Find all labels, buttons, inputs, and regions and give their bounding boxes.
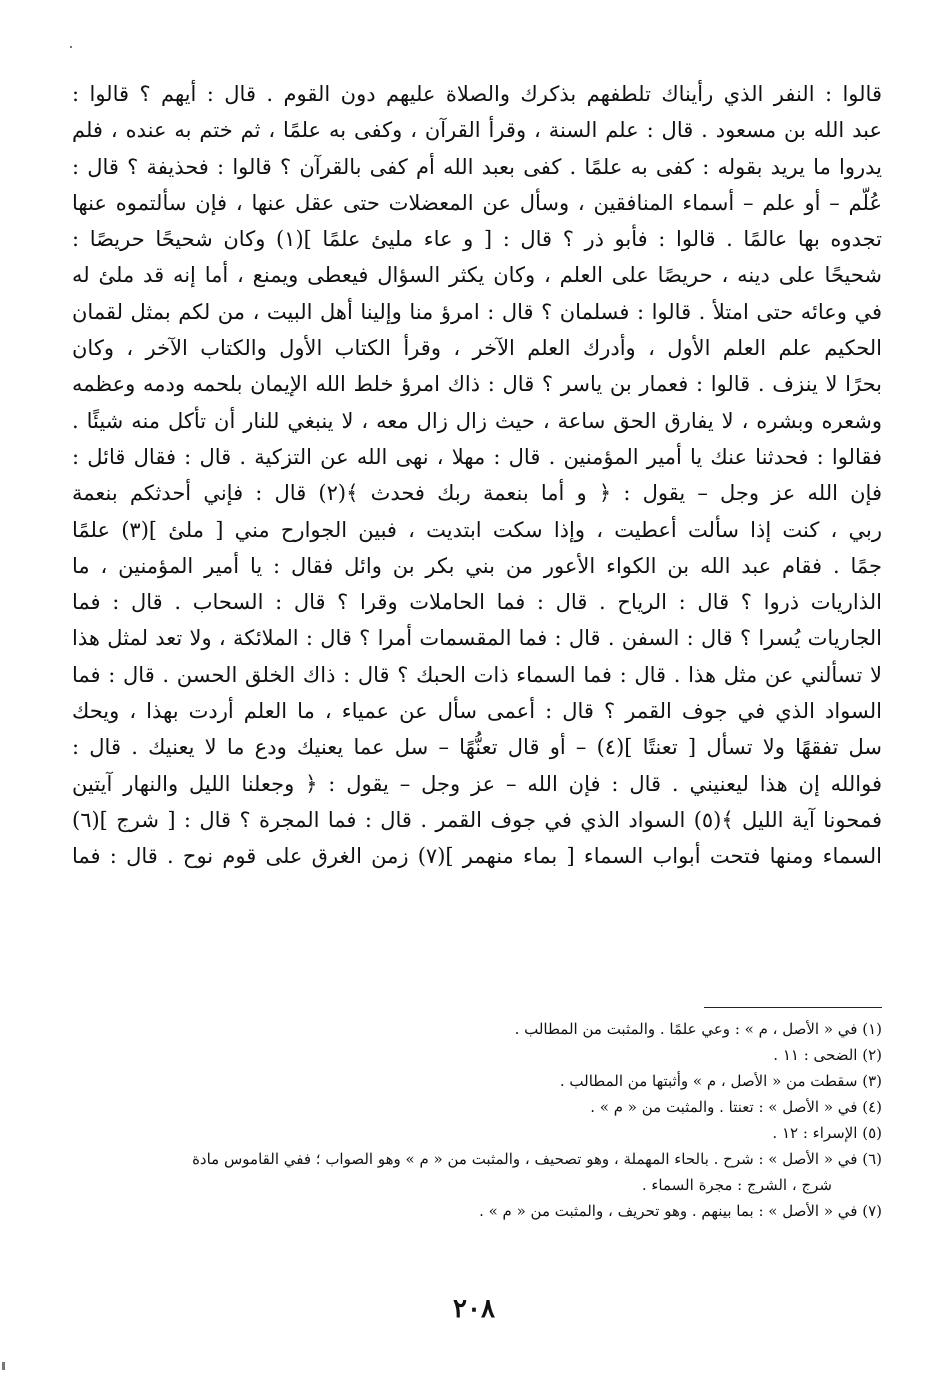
text-line: قالوا : النفر الذي رأيناك تلطفهم بذكرك والصلاة عليهم دون القوم . قال : أيهم ؟ قالوا : <box>72 82 882 106</box>
text-line: ربي ، كنت إذا سألت أعطيت ، وإذا سكت ابتديت ، فبين الجوارح مني [ ملئ ](٣) علمًا <box>72 517 882 542</box>
footnote: (٧) في « الأصل » : بما بينهم . وهو تحريف ، والمثبت من « م » . <box>479 1202 882 1220</box>
text-line: الحكيم علم العلم الأول ، وأدرك العلم الآخر ، وقرأ الكتاب الأول والكتاب الآخر ، وكان <box>72 336 882 361</box>
text-line: السماء ومنها فتحت أبواب السماء [ بماء منهمر ](٧) زمن الغرق على قوم نوح . قال : فما <box>72 844 882 869</box>
text-line: وشعره وبشره ، لا يفارق الحق ساعة ، حيث زال زال معه ، لا ينبغي للنار أن تأكل منه شيئًا . <box>72 408 882 433</box>
text-line: لا تسألني عن مثل هذا . قال : فما السماء ذات الحبك ؟ قال : ذاك الخلق الحسن . قال : فما <box>72 662 882 687</box>
text-line: الجاريات يُسرا ؟ قال : السفن . قال : فما المقسمات أمرا ؟ قال : الملائكة ، ولا تعد لمثل هذا <box>72 626 882 651</box>
text-line: فوالله إن هذا ليعنيني . قال : فإن الله – عز وجل – يقول : ﴿ وجعلنا الليل والنهار آيتين <box>72 771 882 796</box>
page-number: ٢٠٨ <box>453 1294 495 1324</box>
text-line: يدروا ما يريد بقوله : كفى به علمًا . كفى بعبد الله أم كفى بالقرآن ؟ قالوا : فحذيفة ؟ قال : <box>72 154 882 179</box>
text-line: عبد الله بن مسعود . قال : علم السنة ، وقرأ القرآن ، وكفى به علمًا ، ثم ختم به عنده ، فلم <box>72 118 882 143</box>
text-line: في وعائه حتى امتلأ . قالوا : فسلمان ؟ قال : امرؤ منا وإلينا أهل البيت ، من لكم بمثل لقمان <box>72 299 882 324</box>
text-line: فقالوا : فحدثنا عنك يا أمير المؤمنين . قال : مهلا ، نهى الله عن التزكية . قال : فقال قائل : <box>72 444 882 469</box>
scan-speck <box>2 1362 5 1370</box>
footnote: (٢) الضحى : ١١ . <box>773 1046 882 1064</box>
text-line: فإن الله عز وجل – يقول : ﴿ و أما بنعمة ربك فحدث ﴾(٢) قال : فإني أحدثكم بنعمة <box>72 481 882 506</box>
text-line: شحيحًا على دينه ، حريصًا على العلم ، وكان يكثر السؤال فيعطى ويمنع ، أما إنه قد ملئ له <box>72 263 882 288</box>
text-line: السواد الذي في جوف القمر ؟ قال : أعمى سأل عن عمياء ، ما العلم أردت بهذا ، ويحك <box>72 699 882 724</box>
footnote: (٣) سقطت من « الأصل ، م » وأثبتها من المطالب . <box>559 1072 882 1090</box>
text-line: بحرًا لا ينزف . قالوا : فعمار بن ياسر ؟ قال : ذاك امرؤ خلط الله الإيمان بلحمه ودمه وعظمه <box>72 372 882 397</box>
scan-speck <box>70 46 72 48</box>
footnote-separator <box>704 1007 882 1008</box>
footnote: (٦) في « الأصل » : شرح . بالحاء المهملة ، وهو تصحيف ، والمثبت من « م » وهو الصواب ؛ ففي القاموس مادة <box>192 1150 882 1168</box>
text-line: الذاريات ذروا ؟ قال : الرياح . قال : فما الحاملات وقرا ؟ قال : السحاب . قال : فما <box>72 590 882 615</box>
footnote: (٥) الإسراء : ١٢ . <box>772 1124 882 1142</box>
main-text <box>72 76 882 875</box>
text-line: سل تفقهًا ولا تسأل [ تعنتًا ](٤) – أو قال تعنُّهًا – سل عما يعنيك ودع ما لا يعنيك . قال : <box>72 735 882 760</box>
text-line: تجدوه بها عالمًا . قالوا : فأبو ذر ؟ قال : [ و عاء مليئ علمًا ](١) وكان شحيحًا حريصًا : <box>72 227 882 252</box>
footnote-continuation: شرج ، الشرج : مجرة السماء . <box>641 1176 832 1194</box>
text-line: جمًا . فقام عبد الله بن الكواء الأعور من بني بكر بن وائل فقال : يا أمير المؤمنين ، ما <box>72 553 882 578</box>
text-line: عُلّم – أو علم – أسماء المنافقين ، وسأل عن المعضلات حتى عقل عنها ، فإن سألتموه عنها <box>72 190 882 215</box>
footnote: (١) في « الأصل ، م » : وعي علمًا . والمثبت من المطالب . <box>514 1020 882 1038</box>
text-line: فمحونا آية الليل ﴾(٥) السواد الذي في جوف القمر . قال : فما المجرة ؟ قال : [ شرج ](٦) <box>72 807 882 832</box>
footnotes <box>66 1016 882 1224</box>
footnote: (٤) في « الأصل » : تعنتا . والمثبت من « م » . <box>590 1098 882 1116</box>
